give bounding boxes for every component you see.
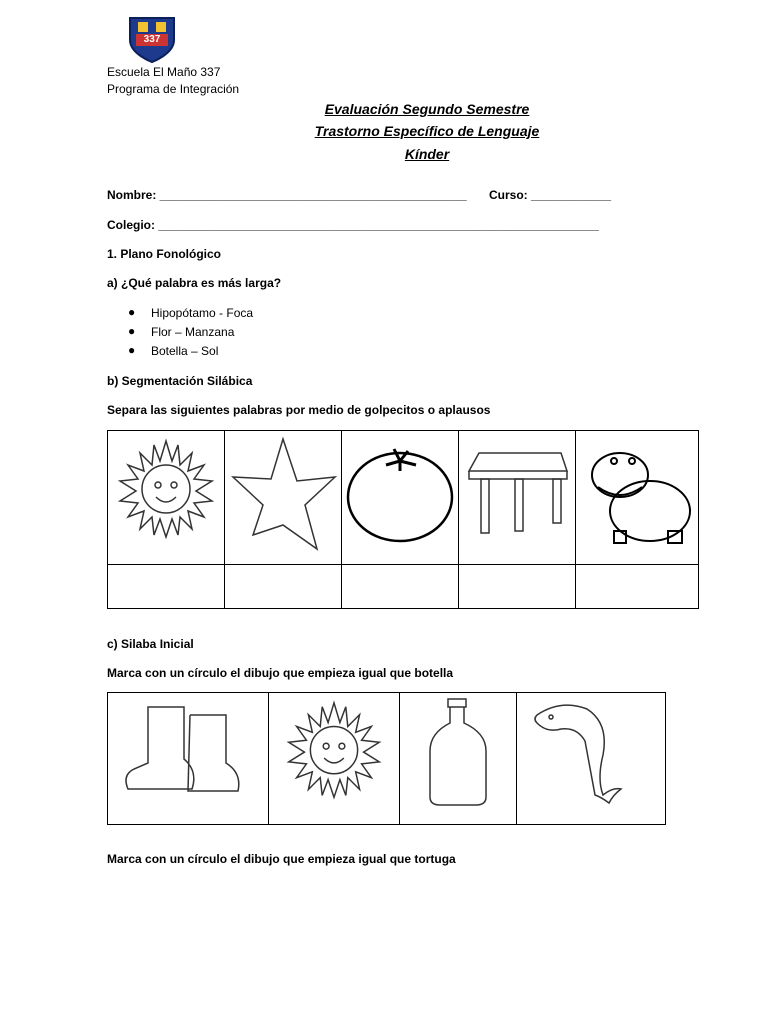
question-c: c) Silaba Inicial bbox=[107, 637, 194, 651]
sun-icon bbox=[269, 693, 399, 819]
title-line-2: Trastorno Específico de Lenguaje bbox=[314, 123, 540, 139]
title-line-1: Evaluación Segundo Semestre bbox=[324, 101, 530, 117]
hippo-icon bbox=[576, 431, 698, 559]
list-item: Botella – Sol bbox=[151, 344, 219, 358]
title-line-3: Kínder bbox=[404, 146, 450, 162]
picture-cell bbox=[225, 431, 342, 565]
question-b: b) Segmentación Silábica bbox=[107, 374, 253, 388]
list-item: Hipopótamo - Foca bbox=[151, 306, 254, 320]
answer-cell[interactable] bbox=[576, 565, 699, 609]
instruction-c-1: Marca con un círculo el dibujo que empieza igual que botella bbox=[107, 666, 454, 680]
picture-cell[interactable] bbox=[400, 693, 517, 825]
answer-cell[interactable] bbox=[459, 565, 576, 609]
bottle-icon bbox=[400, 693, 516, 819]
answer-cell[interactable] bbox=[108, 565, 225, 609]
school-name: Escuela El Maño 337 bbox=[107, 65, 221, 79]
dolphin-icon bbox=[517, 693, 665, 819]
star-icon bbox=[225, 431, 341, 559]
initial-syllable-table bbox=[107, 692, 666, 825]
bullet-icon: ● bbox=[128, 343, 136, 357]
picture-cell[interactable] bbox=[269, 693, 400, 825]
name-field[interactable]: Nombre: ______________________________________________ bbox=[107, 188, 467, 202]
course-field[interactable]: Curso: ____________ bbox=[489, 188, 612, 202]
school-logo bbox=[124, 14, 180, 64]
boots-icon bbox=[108, 693, 268, 819]
instruction-b: Separa las siguientes palabras por medio de golpecitos o aplausos bbox=[107, 403, 491, 417]
segmentation-table bbox=[107, 430, 699, 609]
picture-cell[interactable] bbox=[517, 693, 666, 825]
bullet-icon: ● bbox=[128, 305, 136, 319]
question-a: a) ¿Qué palabra es más larga? bbox=[107, 276, 282, 290]
picture-cell bbox=[342, 431, 459, 565]
list-item: Flor – Manzana bbox=[151, 325, 235, 339]
tomato-icon bbox=[342, 431, 458, 559]
answer-cell[interactable] bbox=[225, 565, 342, 609]
picture-cell[interactable] bbox=[108, 693, 269, 825]
answer-cell[interactable] bbox=[342, 565, 459, 609]
picture-cell bbox=[576, 431, 699, 565]
bullet-icon: ● bbox=[128, 324, 136, 338]
instruction-c-2: Marca con un círculo el dibujo que empieza igual que tortuga bbox=[107, 852, 456, 866]
program-name: Programa de Integración bbox=[107, 82, 240, 96]
logo-text: 337 bbox=[143, 34, 161, 45]
table-icon bbox=[459, 431, 575, 559]
picture-cell bbox=[108, 431, 225, 565]
section-heading: 1. Plano Fonológico bbox=[107, 247, 221, 261]
school-field[interactable]: Colegio: __________________________________________________________________ bbox=[107, 218, 599, 232]
sun-icon bbox=[108, 431, 224, 559]
picture-cell bbox=[459, 431, 576, 565]
